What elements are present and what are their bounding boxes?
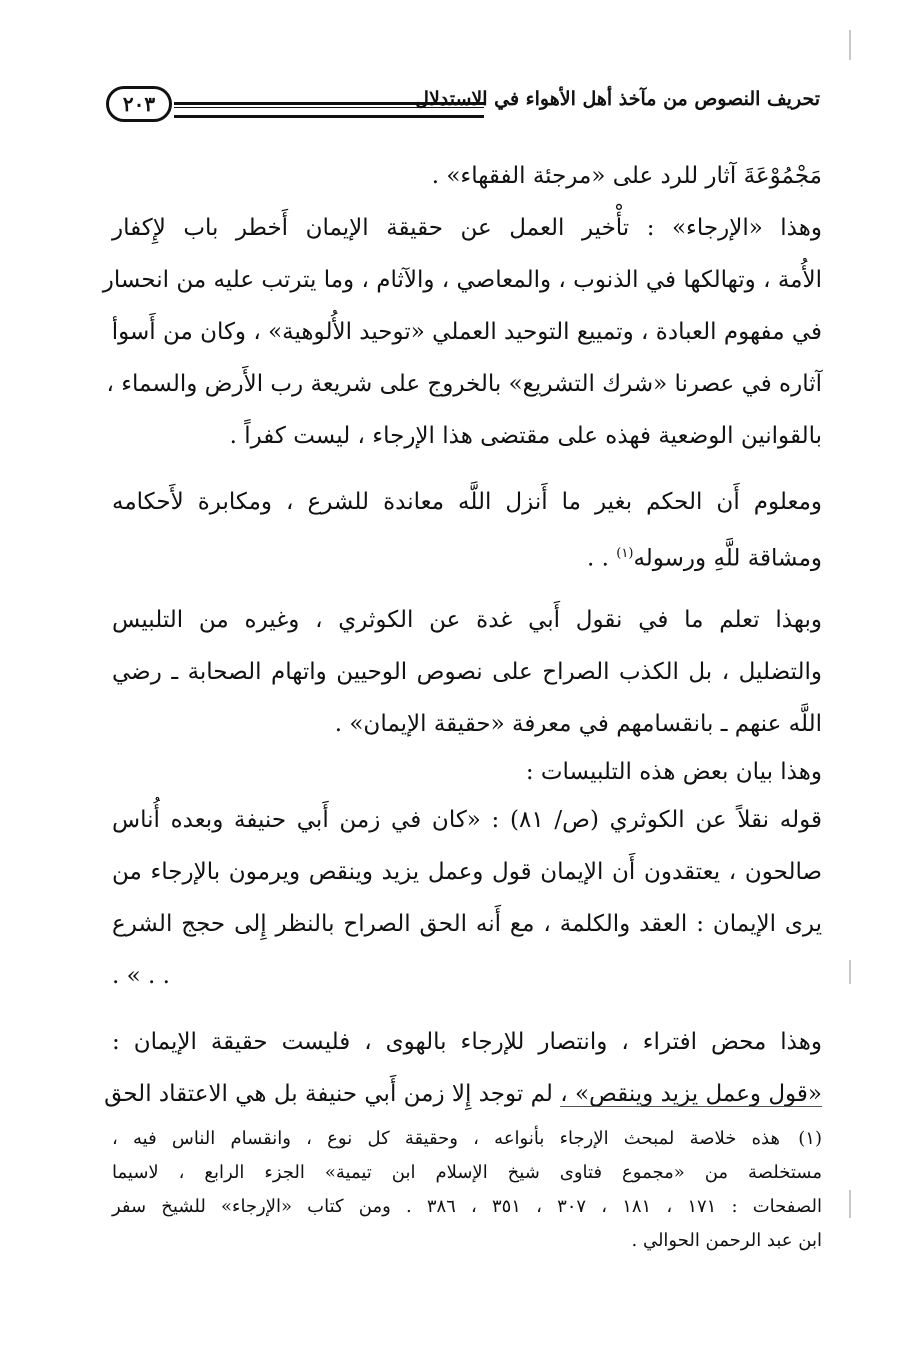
text-fragment: ومشاقة للَّهِ ورسوله xyxy=(633,545,822,572)
text-line: الأُمة ، وتهالكها في الذنوب ، والمعاصي ، والآثام ، وما يترتب عليه من انحسار xyxy=(102,267,822,293)
text-line: مَجْمُوْعَةَ آثار للرد على «مرجئة الفقهاء» . xyxy=(431,163,822,189)
scan-margin-mark xyxy=(849,30,851,60)
text-line: اللَّه عنهم ـ بانقسامهم في معرفة «حقيقة الإيمان» . xyxy=(334,711,822,737)
text-line: صالحون ، يعتقدون أَن الإيمان قول وعمل يزيد وينقص ويرمون بالإرجاء من xyxy=(112,859,822,885)
scan-margin-mark xyxy=(849,1190,851,1218)
main-text xyxy=(102,150,822,1120)
text-line: قوله نقلاً عن الكوثري (ص/ ٨١) : «كان في زمن أَبي حنيفة وبعده أُناس xyxy=(112,807,822,833)
footnote-line: الصفحات : ١٧١ ، ١٨١ ، ٣٠٧ ، ٣٥١ ، ٣٨٦ . ومن كتاب «الإرجاء» للشيخ سفر xyxy=(112,1196,822,1217)
text-line: . . » . xyxy=(112,963,170,989)
footnote-number: (١) xyxy=(798,1128,822,1149)
running-header xyxy=(106,86,820,126)
text-line: والتضليل ، بل الكذب الصراح على نصوص الوحيين واتهام الصحابة ـ رضي xyxy=(112,659,822,685)
text-line: وهذا محض افتراء ، وانتصار للإرجاء بالهوى ، فليست حقيقة الإيمان : xyxy=(112,1029,822,1055)
text-line: بالقوانين الوضعية فهذه على مقتضى هذا الإرجاء ، ليست كفراً . xyxy=(229,423,822,449)
footnotes xyxy=(112,1122,822,1258)
text-line: يرى الإيمان : العقد والكلمة ، مع أَنه الحق الصراح بالنظر إِلى حجج الشرع xyxy=(112,911,822,937)
text-line: وهذا بيان بعض هذه التلبيسات : xyxy=(525,759,822,785)
footnote-separator xyxy=(560,1106,822,1107)
footnote-line: ابن عبد الرحمن الحوالي . xyxy=(631,1230,822,1251)
footnote-text: هذه خلاصة لمبحث الإرجاء بأنواعه ، وحقيقة كل نوع ، وانقسام الناس فيه ، xyxy=(112,1128,780,1149)
footnote-line: مستخلصة من «مجموع فتاوى شيخ الإسلام ابن تيمية» الجزء الرابع ، لاسيما xyxy=(112,1162,822,1183)
text-line: في مفهوم العبادة ، وتمييع التوحيد العملي «توحيد الأُلوهية» ، وكان من أَسوأ xyxy=(111,319,822,345)
scan-margin-mark xyxy=(849,960,851,984)
text-line xyxy=(112,528,822,580)
text-fragment: . . xyxy=(587,545,617,572)
text-line: آثاره في عصرنا «شرك التشريع» بالخروج على شريعة رب الأَرض والسماء ، xyxy=(106,371,822,397)
page-number: ٢٠٣ xyxy=(106,86,172,122)
text-line: «قول وعمل يزيد وينقص» ، لم توجد إِلا زمن أَبي حنيفة بل هي الاعتقاد الحق xyxy=(104,1081,822,1107)
footnote-line xyxy=(112,1122,822,1156)
text-line: وهذا «الإرجاء» : تأْخير العمل عن حقيقة الإيمان أَخطر باب لإِكفار xyxy=(112,215,822,241)
text-line: ومعلوم أَن الحكم بغير ما أَنزل اللَّه معاندة للشرع ، ومكابرة لأَحكامه xyxy=(112,489,822,515)
footnote-reference: (١) xyxy=(616,546,634,561)
header-title: تحريف النصوص من مآخذ أهل الأهواء في الاستدلال xyxy=(415,88,820,110)
text-line: وبهذا تعلم ما في نقول أَبي غدة عن الكوثري ، وغيره من التلبيس xyxy=(112,607,822,633)
header-rule xyxy=(174,102,484,118)
